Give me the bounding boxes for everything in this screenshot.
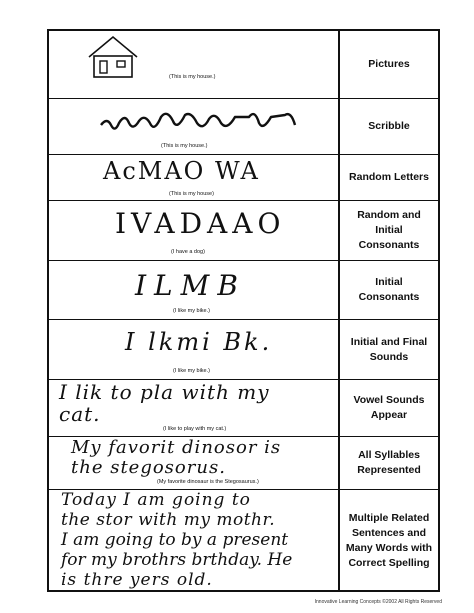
- stage-label: Random and Initial Consonants: [357, 209, 421, 251]
- stage-label: Multiple Related Sentences and Many Words with Correct Spelling: [345, 512, 433, 569]
- stage-label: Random Letters: [349, 171, 429, 183]
- handwriting-line: ILMB: [135, 269, 246, 302]
- translation-caption: (I like to play with my cat.): [163, 426, 227, 432]
- handwriting-line: Today I am going to: [61, 490, 251, 510]
- writing-sample: [49, 155, 340, 200]
- handwriting-line: I lik to pla with my: [59, 380, 270, 404]
- stage-row-scribble: [49, 98, 438, 154]
- handwriting-line: for my brothrs brthday. He: [61, 550, 293, 570]
- handwriting-line: I lkmi Bk.: [125, 328, 273, 356]
- handwriting-line: the stor with my mothr.: [61, 510, 276, 530]
- stage-row-random-letters: [49, 154, 438, 200]
- stage-label: Initial Consonants: [358, 276, 420, 303]
- stage-row-pictures: [49, 31, 438, 98]
- writing-stages-chart: [47, 29, 440, 592]
- writing-sample: [49, 201, 340, 260]
- stage-label: All Syllables Represented: [357, 449, 421, 476]
- handwriting-line: I am going to by a present: [61, 530, 289, 550]
- handwriting-line: is thre yers old.: [61, 570, 213, 590]
- handwriting-line: My favorit dinosor is: [71, 437, 282, 458]
- house-drawing: [85, 33, 141, 79]
- translation-caption: (This is my house): [169, 191, 214, 197]
- stage-row-initial-consonants: [49, 260, 438, 319]
- writing-sample: [49, 320, 340, 379]
- stage-label: Vowel Sounds Appear: [353, 394, 425, 421]
- writing-sample: [49, 437, 340, 489]
- stage-label: Scribble: [368, 120, 410, 132]
- stage-label: Initial and Final Sounds: [350, 335, 428, 363]
- writing-sample: [49, 99, 340, 154]
- scribble-drawing: [99, 105, 299, 135]
- stage-row-multiple-sentences: [49, 489, 438, 592]
- writing-sample: [49, 490, 340, 592]
- translation-caption: (This is my house.): [169, 74, 216, 80]
- stage-label: Pictures: [368, 58, 410, 70]
- translation-caption: (My favorite dinosaur is the Stegosaurus.): [157, 479, 259, 485]
- translation-caption: (I like my bike.): [173, 308, 210, 314]
- writing-sample: [49, 31, 340, 98]
- translation-caption: (I have a dog): [171, 249, 205, 255]
- translation-caption: (This is my house.): [161, 143, 208, 149]
- stage-row-initial-final-sounds: [49, 319, 438, 379]
- stage-row-random-initial-consonants: [49, 200, 438, 260]
- translation-caption: (I like my bike.): [173, 368, 210, 374]
- stage-row-all-syllables: [49, 436, 438, 489]
- handwriting-line: IVADAAO: [115, 207, 286, 240]
- copyright-footer: Innovative Learning Concepts ©2002 All Rights Reserved: [314, 599, 442, 605]
- handwriting-line: AcMAO WA: [103, 157, 260, 185]
- handwriting-line: the stegosorus.: [71, 457, 226, 478]
- handwriting-line: cat.: [59, 402, 101, 426]
- writing-sample: [49, 261, 340, 319]
- writing-sample: [49, 380, 340, 436]
- stage-row-vowel-sounds: [49, 379, 438, 436]
